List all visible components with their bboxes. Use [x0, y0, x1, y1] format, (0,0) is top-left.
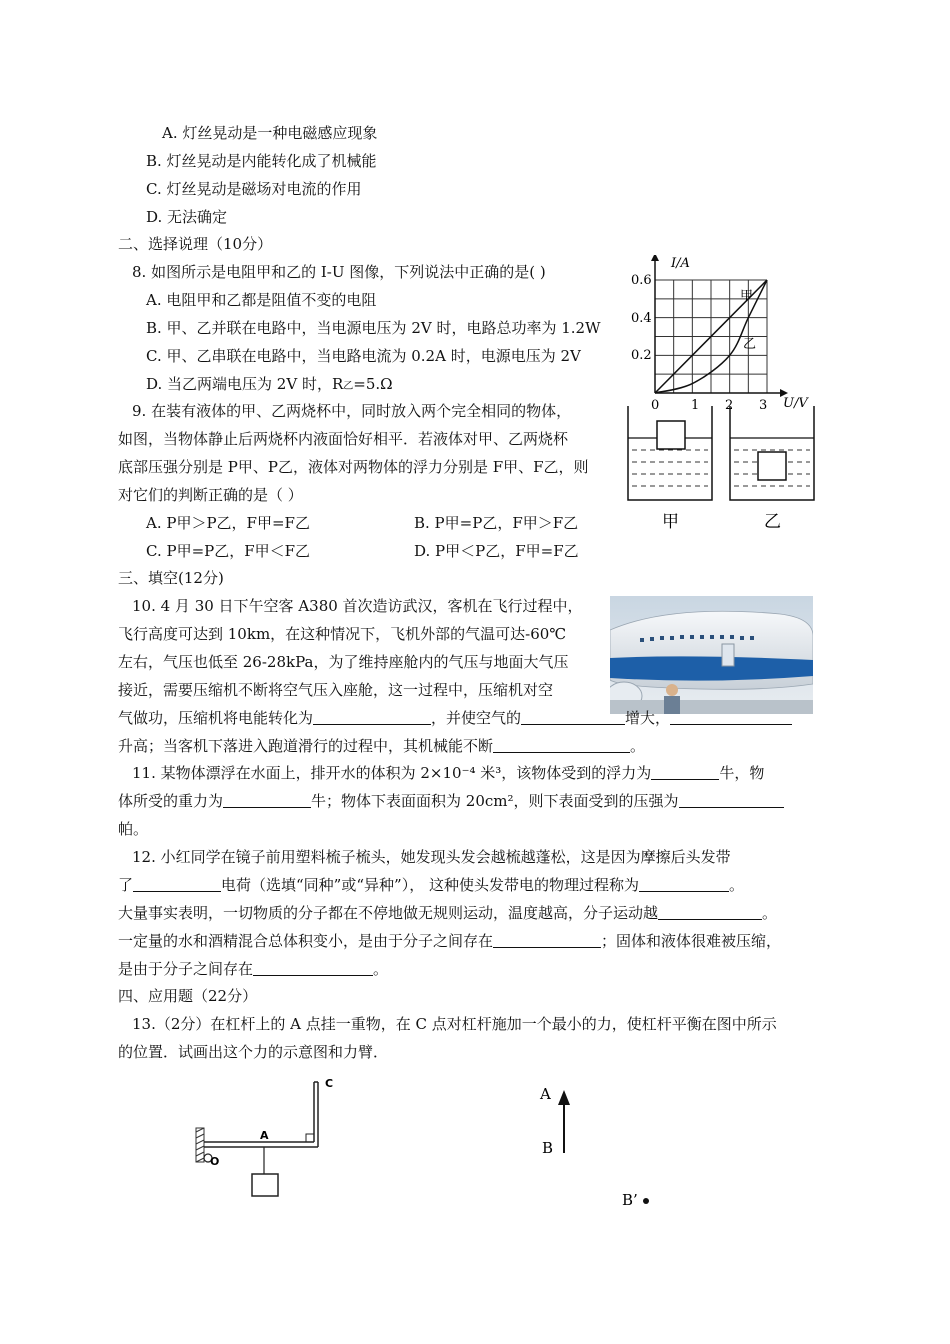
weight-block — [252, 1174, 278, 1196]
point-o-label: O — [210, 1155, 220, 1168]
point-c-label: C — [325, 1077, 334, 1090]
q7-option-d: D. 无法确定 — [146, 208, 228, 226]
q12-blank-4[interactable] — [493, 931, 601, 948]
q8-option-c: C. 甲、乙串联在电路中，当电路电流为 0.2A 时，电源电压为 2V — [146, 347, 581, 365]
q12-line-2: 了 电荷（选填“同种”或“异种”）， 这种使头发带电的物理过程称为 。 — [118, 876, 744, 894]
q12-blank-3[interactable] — [658, 903, 762, 920]
object-yi — [758, 452, 786, 480]
x-tick-0: 0 — [651, 398, 660, 413]
q11-blank-1[interactable] — [651, 763, 719, 780]
q7-option-a: A. 灯丝晃动是一种电磁感应现象 — [162, 124, 378, 142]
y-axis-arrow-icon — [651, 255, 659, 261]
x-tick-3: 3 — [759, 398, 768, 413]
x-tick-2: 2 — [725, 398, 734, 413]
q11-blank-2[interactable] — [223, 791, 311, 808]
q12-line-5: 是由于分子之间存在 。 — [118, 960, 389, 978]
q10-blank-4[interactable] — [493, 736, 630, 753]
point-a-label: A — [260, 1129, 269, 1142]
section-4-heading: 四、应用题（22分） — [118, 987, 258, 1005]
q9-line-3: 底部压强分别是 P甲、P乙，液体对两物体的浮力分别是 F甲、F乙，则 — [118, 458, 589, 476]
q7-option-c: C. 灯丝晃动是磁场对电流的作用 — [146, 180, 362, 198]
q11-blank-3[interactable] — [679, 791, 784, 808]
q11-line-2: 体所受的重力为 牛；物体下表面面积为 20cm²，则下表面受到的压强为 — [118, 791, 784, 811]
q9-line-2: 如图，当物体静止后两烧杯内液面恰好相平．若液体对甲、乙两烧杯 — [118, 430, 569, 448]
q10-blank-2[interactable] — [521, 708, 625, 725]
q9-option-b: B. P甲=P乙，F甲＞F乙 — [414, 514, 579, 532]
beaker-yi — [730, 406, 814, 500]
point-b-label: B — [542, 1139, 554, 1157]
airplane-photo — [610, 596, 813, 714]
beakers-figure — [622, 404, 822, 534]
q8-option-a: A. 电阻甲和乙都是阻值不变的电阻 — [146, 291, 377, 309]
section-2-heading: 二、选择说理（10分） — [118, 235, 273, 253]
beaker-yi-label: 乙 — [764, 512, 781, 532]
q9-option-c: C. P甲=P乙，F甲＜F乙 — [146, 542, 311, 560]
q10-line-3: 左右，气压也低至 26-28kPa，为了维持座舱内的气压与地面大气压 — [118, 653, 569, 671]
series-jia-label: 甲 — [740, 289, 754, 304]
y-tick-0.6: 0.6 — [631, 273, 652, 288]
y-tick-0.4: 0.4 — [631, 311, 652, 326]
point-a2-label: A — [540, 1085, 551, 1103]
x-axis-label: U/V — [783, 396, 808, 411]
q9-line-1: 9. 在装有液体的甲、乙两烧杯中，同时放入两个完全相同的物体， — [132, 402, 572, 420]
q11-line-1: 11. 某物体漂浮在水面上，排开水的体积为 2×10⁻⁴ 米³，该物体受到的浮力为 牛，物 — [132, 764, 765, 782]
q10-line-2: 飞行高度可达到 10km，在这种情况下，飞机外部的气温可达-60℃ — [118, 625, 567, 643]
lever-figure — [190, 1072, 350, 1204]
q10-blank-3[interactable] — [670, 708, 792, 725]
q10-line-1: 10. 4 月 30 日下午空客 A380 首次造访武汉，客机在飞行过程中， — [132, 597, 583, 615]
q12-blank-2[interactable] — [639, 875, 729, 892]
beaker-jia — [628, 406, 712, 500]
q9-option-a: A. P甲＞P乙，F甲=F乙 — [146, 514, 310, 532]
wall — [196, 1128, 204, 1162]
q9-line-4: 对它们的判断正确的是（ ） — [118, 486, 303, 504]
q12-line-4: 一定量的水和酒精混合总体积变小，是由于分子之间存在 ；固体和液体很难被压缩， — [118, 932, 782, 950]
q13-line-1: 13.（2分）在杠杆上的 A 点挂一重物，在 C 点对杠杆施加一个最小的力，使杠杆平衡在图中所示 — [132, 1015, 777, 1033]
q8-option-b: B. 甲、乙并联在电路中，当电源电压为 2V 时，电路总功率为 1.2W — [146, 319, 601, 337]
q9-option-d: D. P甲＜P乙，F甲=F乙 — [414, 542, 579, 560]
q13-line-2: 的位置．试画出这个力的示意图和力臂． — [118, 1043, 389, 1061]
q10-line-5: 气做功，压缩机将电能转化为 ，并使空气的 增大， — [118, 708, 792, 728]
x-tick-1: 1 — [691, 398, 700, 413]
iu-chart — [615, 255, 815, 415]
q12-blank-1[interactable] — [133, 875, 221, 892]
q11-line-3: 帕。 — [118, 820, 149, 838]
q10-line-6: 升高；当客机下落进入跑道滑行的过程中，其机械能不断 。 — [118, 737, 646, 755]
q8-option-d: D. 当乙两端电压为 2V 时，R乙=5.Ω — [146, 375, 393, 393]
point-b-prime-dot — [643, 1198, 649, 1204]
q7-option-b: B. 灯丝晃动是内能转化成了机械能 — [146, 152, 377, 170]
object-jia — [657, 421, 685, 449]
point-b-prime-label: B’ — [622, 1191, 638, 1209]
q10-blank-1[interactable] — [313, 708, 431, 725]
arrow-ab-figure — [528, 1075, 668, 1215]
series-yi-label: 乙 — [743, 337, 757, 352]
q12-line-3: 大量事实表明，一切物质的分子都在不停地做无规则运动，温度越高，分子运动越 。 — [118, 904, 778, 922]
y-tick-0.2: 0.2 — [631, 348, 652, 363]
q12-line-1: 12. 小红同学在镜子前用塑料梳子梳头，她发现头发会越梳越蓬松，这是因为摩擦后头发带 — [132, 848, 731, 866]
right-angle-mark — [306, 1134, 314, 1142]
beaker-jia-label: 甲 — [662, 512, 679, 532]
q8-stem: 8. 如图所示是电阻甲和乙的 I-U 图像，下列说法中正确的是( ) — [132, 263, 546, 281]
y-axis-label: I/A — [671, 256, 690, 271]
q12-blank-5[interactable] — [253, 959, 373, 976]
ab-arrowhead-icon — [558, 1090, 570, 1105]
q10-line-4: 接近，需要压缩机不断将空气压入座舱，这一过程中，压缩机对空 — [118, 681, 554, 699]
section-3-heading: 三、填空(12分) — [118, 569, 224, 587]
